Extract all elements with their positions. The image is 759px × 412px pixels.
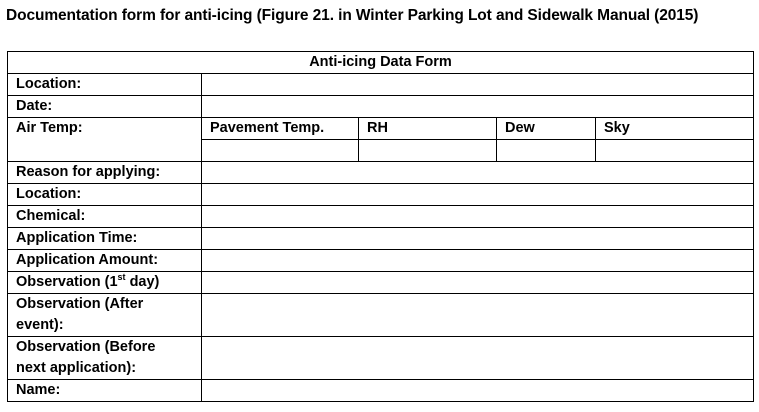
date-row [8,96,754,118]
application-amount-row [8,250,754,272]
observation-before-row [8,337,754,380]
pavement-temp-label: Pavement Temp. [202,118,359,140]
chemical-label: Chemical: [8,206,202,228]
observation-1st-prefix: Observation (1 [16,274,118,290]
observation-1st-suffix: day) [125,274,160,290]
application-time-value-cell[interactable] [202,228,754,250]
dew-label: Dew [497,118,596,140]
location2-label: Location: [8,184,202,206]
sky-value-cell[interactable] [596,140,754,162]
observation-1st-superscript: st [117,272,126,283]
reason-row [8,162,754,184]
location-value-cell[interactable] [202,74,754,96]
location-row [8,74,754,96]
weather-header-row [8,118,754,140]
reason-label: Reason for applying: [8,162,202,184]
name-label: Name: [8,380,202,402]
date-label: Date: [8,96,202,118]
location2-value-cell[interactable] [202,184,754,206]
observation-before-label: Observation (Before next application): [8,337,202,380]
name-row [8,380,754,402]
date-value-cell[interactable] [202,96,754,118]
chemical-value-cell[interactable] [202,206,754,228]
anti-icing-data-form [7,51,754,402]
observation-after-value-cell[interactable] [202,294,754,337]
observation-after-label: Observation (After event): [8,294,202,337]
application-time-label: Application Time: [8,228,202,250]
sky-label: Sky [596,118,754,140]
rh-value-cell[interactable] [359,140,497,162]
reason-value-cell[interactable] [202,162,754,184]
observation-after-row [8,294,754,337]
air-temp-label: Air Temp: [8,118,202,162]
name-value-cell[interactable] [202,380,754,402]
location2-row [8,184,754,206]
pavement-temp-value-cell[interactable] [202,140,359,162]
dew-value-cell[interactable] [497,140,596,162]
location-label: Location: [8,74,202,96]
form-header: Anti-icing Data Form [8,52,754,74]
rh-label: RH [359,118,497,140]
chemical-row [8,206,754,228]
observation-1st-row [8,272,754,294]
document-title: Documentation form for anti-icing (Figure 21. in Winter Parking Lot and Sidewalk Manual (2015) [6,7,699,24]
observation-before-value-cell[interactable] [202,337,754,380]
application-amount-value-cell[interactable] [202,250,754,272]
observation-1st-label [8,272,202,294]
application-amount-label: Application Amount: [8,250,202,272]
application-time-row [8,228,754,250]
form-header-row [8,52,754,74]
observation-1st-value-cell[interactable] [202,272,754,294]
